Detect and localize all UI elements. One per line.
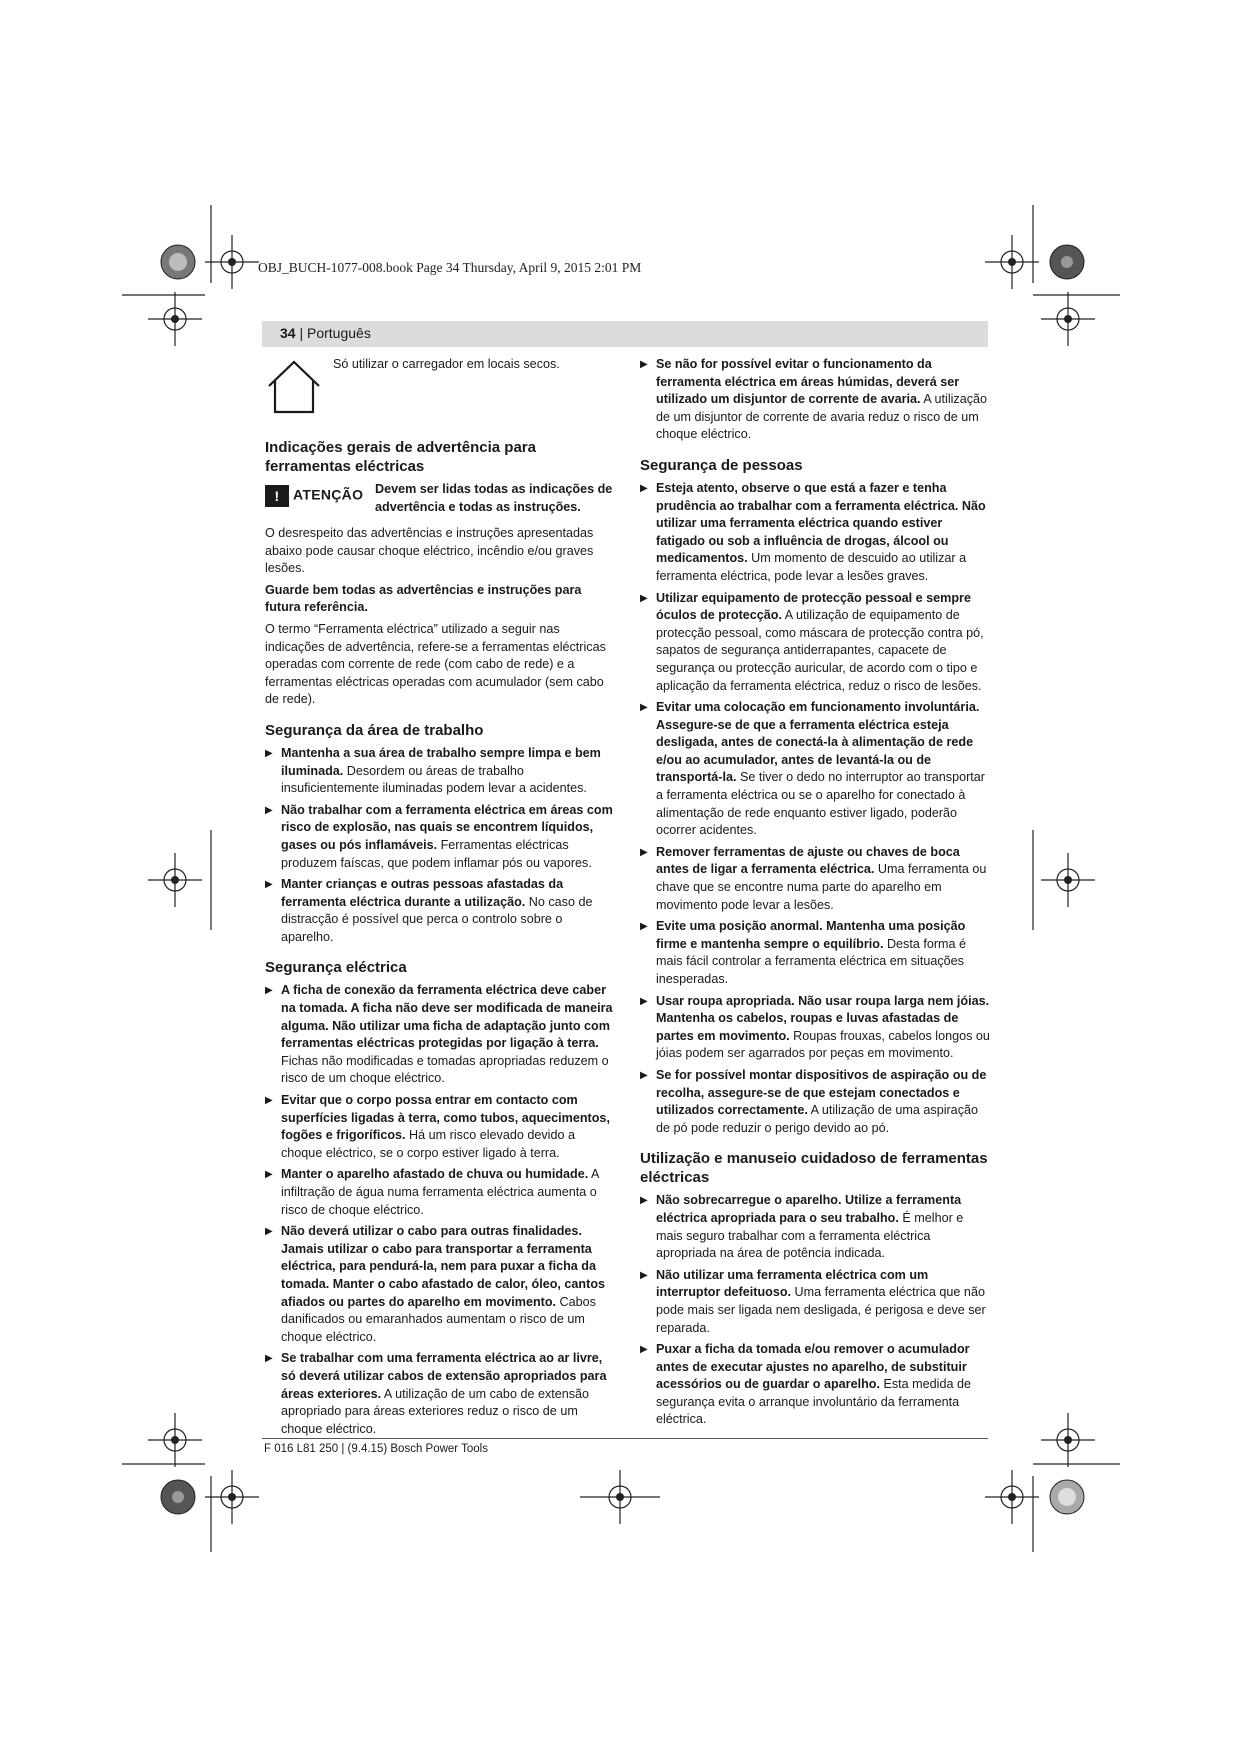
work-area-list (265, 745, 615, 947)
list-item: ▶ Não sobrecarregue o aparelho. Utilize a ferramenta eléctrica apropriada para o seu trabalho. É melhor e mais seguro trabalhar com a ferramenta eléctrica apropriada na área de potência indicada. (640, 1193, 964, 1261)
general-paragraph-1: O desrespeito das advertências e instruções apresentadas abaixo pode causar choque eléctrico, incêndio e/ou graves lesões. (265, 526, 594, 576)
bullet-arrow-icon: ▶ (640, 846, 648, 858)
house-icon (265, 358, 323, 416)
list-item: ▶ Puxar a ficha da tomada e/ou remover o acumulador antes de executar ajustes no aparelho, de substituir acessórios ou de guardar o aparelho. Esta medida de segurança evita o arranque involuntário da ferramenta eléctrica. (640, 1342, 971, 1427)
bullet-arrow-icon: ▶ (265, 1169, 273, 1181)
warning-icon: ! (265, 485, 289, 507)
list-item: ▶ Evitar que o corpo possa entrar em contacto com superfícies ligadas à terra, como tubos, aquecimentos, fogões e frigoríficos. Há um risco elevado devido a choque eléctrico, se o corpo estiver ligado à terra. (265, 1093, 610, 1160)
list-item: ▶ Evite uma posição anormal. Mantenha uma posição firme e mantenha sempre o equilíbrio. Desta forma é mais fácil controlar a ferramenta eléctrica em situações inesperadas. (640, 919, 967, 986)
work-area-title: Segurança da área de trabalho (265, 721, 484, 739)
header-language: Português (307, 325, 371, 341)
bullet-arrow-icon: ▶ (265, 879, 273, 891)
bullet-arrow-icon: ▶ (640, 995, 648, 1007)
left-column (265, 356, 615, 1442)
atencao-label: ATENÇÃO (293, 486, 364, 503)
list-item: ▶ Remover ferramentas de ajuste ou chaves de boca antes de ligar a ferramenta eléctrica. Uma ferramenta ou chave que se encontre numa parte do aparelho em movimento pode levar a lesões. (640, 844, 987, 912)
bullet-arrow-icon: ▶ (265, 1095, 273, 1107)
electrical-safety-list (265, 982, 615, 1438)
bullet-arrow-icon: ▶ (640, 592, 648, 604)
right-column (640, 356, 990, 1433)
bullet-arrow-icon: ▶ (640, 1195, 648, 1207)
list-item: ▶ Não trabalhar com a ferramenta eléctrica em áreas com risco de explosão, nas quais se encontrem líquidos, gases ou pós inflamáveis. Ferramentas eléctricas produzem faíscas, que podem inflamar pós ou vapores. (265, 802, 613, 870)
bullet-arrow-icon: ▶ (640, 1269, 648, 1281)
footer-text: F 016 L81 250 | (9.4.15) Bosch Power Tools (264, 1443, 488, 1455)
list-item: ▶ Utilizar equipamento de protecção pessoal e sempre óculos de protecção. A utilização de equipamento de protecção pessoal, como máscara de protecção contra pó, sapatos de segurança antiderrapantes, capacete de segurança ou protecção auricular, de acordo com o tipo e aplicação da ferramenta eléctrica, reduz o risco de lesões. (640, 590, 984, 693)
list-item: ▶ Não deverá utilizar o cabo para outras finalidades. Jamais utilizar o cabo para transportar a ferramenta eléctrica, para pendurá-la, nem para puxar a ficha da tomada. Manter o cabo afastado de calor, óleo, cantos afiados ou partes do aparelho em movimento. Cabos danificados ou emaranhados aumentam o risco de um choque eléctrico. (265, 1224, 606, 1344)
bullet-arrow-icon: ▶ (265, 1353, 273, 1365)
bullet-arrow-icon: ▶ (640, 921, 648, 933)
persons-safety-list (640, 480, 990, 1137)
general-paragraph-2: Guarde bem todas as advertências e instruções para futura referência. (265, 582, 582, 615)
atencao-text: Devem ser lidas todas as indicações de advertência e todas as instruções. (375, 482, 613, 514)
persons-safety-title: Segurança de pessoas (640, 456, 803, 474)
general-warnings-title: Indicações gerais de advertência para ferramentas eléctricas (265, 439, 536, 475)
page-footer (262, 1438, 988, 1455)
bullet-arrow-icon: ▶ (265, 804, 273, 816)
header-separator: | (295, 325, 307, 341)
list-item: ▶ Se não for possível evitar o funcionamento da ferramenta eléctrica em áreas húmidas, deverá ser utilizado um disjuntor de corrente de avaria. A utilização de um disjuntor de corrente de avaria reduz o risco de um choque eléctrico. (640, 357, 988, 442)
list-item: ▶ Mantenha a sua área de trabalho sempre limpa e bem iluminada. Desordem ou áreas de trabalho insuficientemente iluminadas podem levar a acidentes. (265, 745, 601, 796)
general-paragraph-3: O termo “Ferramenta eléctrica” utilizado a seguir nas indicações de advertência, refere-se a ferramentas eléctricas operadas com corrente de rede (com cabo de rede) e a ferramentas eléctricas operadas com acumulador (sem cabo de rede). (265, 621, 606, 707)
bullet-arrow-icon: ▶ (640, 702, 648, 714)
list-item: ▶ Se trabalhar com uma ferramenta eléctrica ao ar livre, só deverá utilizar cabos de extensão apropriados para áreas exteriores. A utilização de um cabo de extensão apropriado para áreas exteriores reduz o risco de um choque eléctrico. (265, 1351, 607, 1436)
list-item: ▶ Evitar uma colocação em funcionamento involuntária. Assegure-se de que a ferramenta eléctrica esteja desligada, antes de conectá-la à alimentação de rede e/ou ao acumulador, antes de levantá-la ou de transportá-la. Se tiver o dedo no interruptor ao transportar a ferramenta eléctrica ou se o aparelho for conectado à alimentação de rede enquanto estiver ligado, poderão ocorrer acidentes. (640, 700, 986, 838)
page-header (262, 321, 988, 347)
list-item: ▶ Usar roupa apropriada. Não usar roupa larga nem jóias. Mantenha os cabelos, roupas e luvas afastadas de partes em movimento. Roupas frouxas, cabelos longos ou jóias podem ser agarrados por peças em movimento. (640, 993, 990, 1061)
electrical-safety-title: Segurança eléctrica (265, 959, 407, 977)
dry-location-note (265, 356, 615, 426)
tool-usage-list (640, 1192, 990, 1429)
bullet-arrow-icon: ▶ (265, 1226, 273, 1238)
list-item: ▶ Esteja atento, observe o que está a fazer e tenha prudência ao trabalhar com a ferramenta eléctrica. Não utilizar uma ferramenta eléctrica quando estiver fatigado ou sob a influência de drogas, álcool ou medicamentos. Um momento de descuido ao utilizar a ferramenta eléctrica, pode levar a lesões graves. (640, 480, 986, 583)
bullet-arrow-icon: ▶ (640, 1069, 648, 1081)
atencao-badge (265, 485, 363, 507)
tool-usage-title: Utilização e manuseio cuidadoso de ferramentas eléctricas (640, 1150, 988, 1187)
bullet-arrow-icon: ▶ (640, 482, 648, 494)
list-item: ▶ A ficha de conexão da ferramenta eléctrica deve caber na tomada. A ficha não deve ser modificada de maneira alguma. Não utilizar uma ficha de adaptação junto com ferramentas eléctricas protegidas por ligação à terra. Fichas não modificadas e tomadas apropriadas reduzem o risco de um choque eléctrico. (265, 983, 613, 1086)
bullet-arrow-icon: ▶ (265, 985, 273, 997)
list-item: ▶ Se for possível montar dispositivos de aspiração ou de recolha, assegure-se de que estejam conectados e utilizados correctamente. A utilização de uma aspiração de pó pode reduzir o perigo devido ao pó. (640, 1067, 987, 1135)
page-number: 34 (280, 325, 296, 341)
dry-location-text: Só utilizar o carregador em locais secos. (333, 357, 560, 371)
bullet-arrow-icon: ▶ (265, 747, 273, 759)
print-slug: OBJ_BUCH-1077-008.book Page 34 Thursday, April 9, 2015 2:01 PM (258, 260, 642, 275)
warning-box (265, 481, 615, 521)
bullet-arrow-icon: ▶ (640, 359, 648, 370)
list-item: ▶ Manter crianças e outras pessoas afastadas da ferramenta eléctrica durante a utilização. No caso de distracção é possível que perca o controlo sobre o aparelho. (265, 877, 593, 944)
bullet-arrow-icon: ▶ (640, 1344, 648, 1356)
list-item: ▶ Não utilizar uma ferramenta eléctrica com um interruptor defeituoso. Uma ferramenta eléctrica que não pode mais ser ligada nem desligada, é perigosa e deve ser reparada. (640, 1267, 986, 1335)
list-item: ▶ Manter o aparelho afastado de chuva ou humidade. A infiltração de água numa ferramenta eléctrica aumenta o risco de choque eléctrico. (265, 1167, 599, 1217)
